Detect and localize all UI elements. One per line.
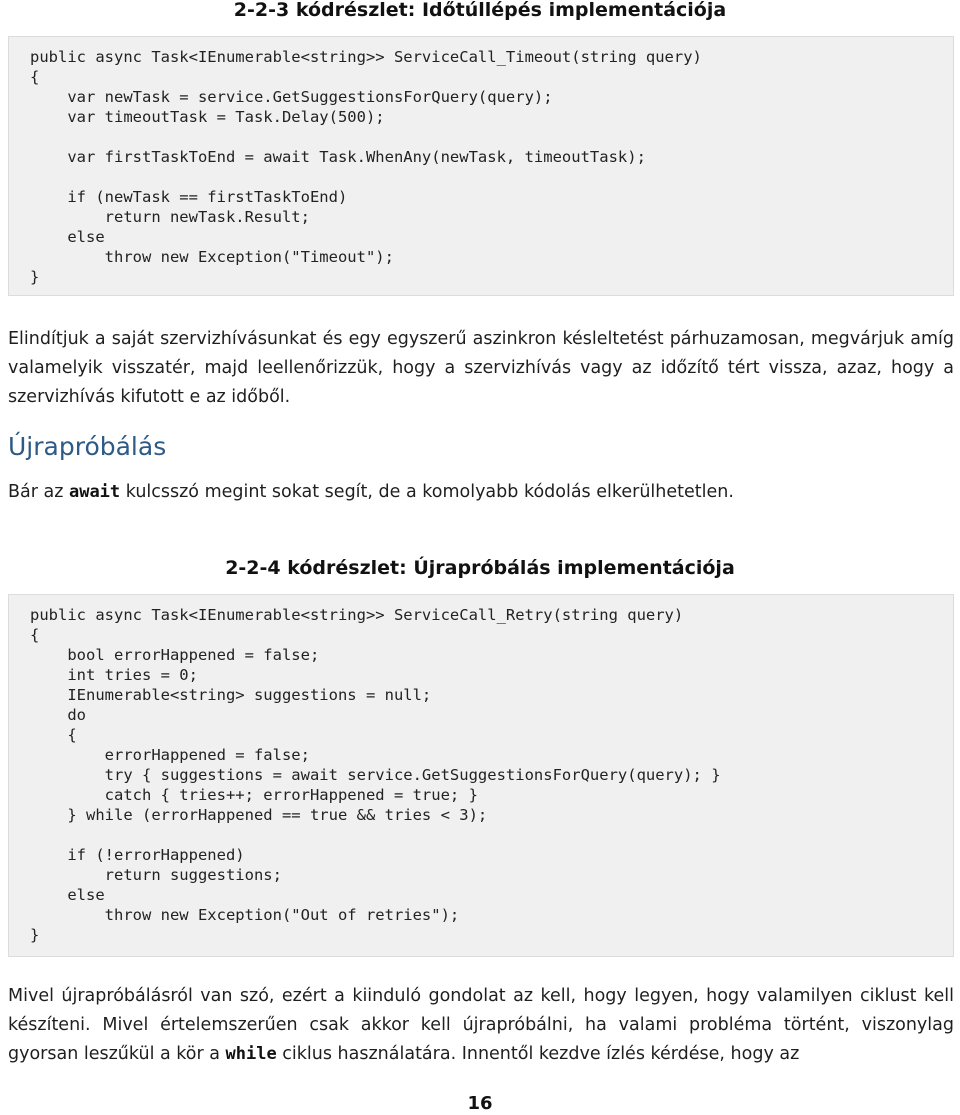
- paragraph-text: Mivel újrapróbálásról van szó, ezért a kiinduló gondolat az kell, hogy legyen, hogy valamilyen ciklust kell készíteni. Mivel értelemszerűen csak akkor kell újrapróbálni, ha valami probléma történt, viszonylag gyorsan leszűkül a kör a: [8, 986, 954, 1064]
- section-heading-retry: Újrapróbálás: [8, 432, 167, 461]
- code-text-retry: public async Task<IEnumerable<string>> ServiceCall_Retry(string query) { bool errorHappened = false; int tries = 0; IEnumerable<string> suggestions = null; do { errorHappened = false; try { suggestions = await service.GetSuggestionsForQuery(query); } catch { tries++; errorHappened = true; } } while (errorHappened == true && tries < 3); if (!errorHappened) return suggestions; else throw new Exception("Out of retries"); }: [30, 606, 721, 944]
- body-paragraph-timeout-explanation: Elindítjuk a saját szervizhívásunkat és egy egyszerű aszinkron késleltetést párhuzamosan, megvárjuk amíg valamelyik visszatér, majd leellenőrizzük, hogy a szervizhívás vagy az időzítő tért vissza, azaz, hogy a szervizhívás kifutott e az időből.: [8, 329, 954, 407]
- paragraph-text: kulcsszó megint sokat segít, de a komolyabb kódolás elkerülhetetlen.: [120, 482, 734, 502]
- code-block-retry: [8, 594, 954, 957]
- listing-caption-timeout: 2-2-3 kódrészlet: Időtúllépés implementációja: [233, 0, 727, 21]
- inline-code-while: while: [225, 1044, 277, 1064]
- body-paragraph-retry-loop: [8, 982, 954, 1069]
- body-paragraph-retry-intro: [8, 478, 954, 507]
- listing-caption-retry: 2-2-4 kódrészlet: Újrapróbálás implementációja: [225, 557, 735, 579]
- paragraph-text: ciklus használatára. Innentől kezdve ízlés kérdése, hogy az: [276, 1044, 800, 1064]
- paragraph-text: Bár az: [8, 482, 69, 502]
- page-number: 16: [467, 1093, 493, 1114]
- code-block-timeout: [8, 36, 954, 296]
- inline-code-await: await: [68, 482, 121, 502]
- code-text-timeout: public async Task<IEnumerable<string>> ServiceCall_Timeout(string query) { var newTask = service.GetSuggestionsForQuery(query); var timeoutTask = Task.Delay(500); var firstTaskToEnd = await Task.WhenAny(newTask, timeoutTask); if (newTask == firstTaskToEnd) return newTask.Result; else throw new Exception("Timeout"); }: [30, 48, 702, 286]
